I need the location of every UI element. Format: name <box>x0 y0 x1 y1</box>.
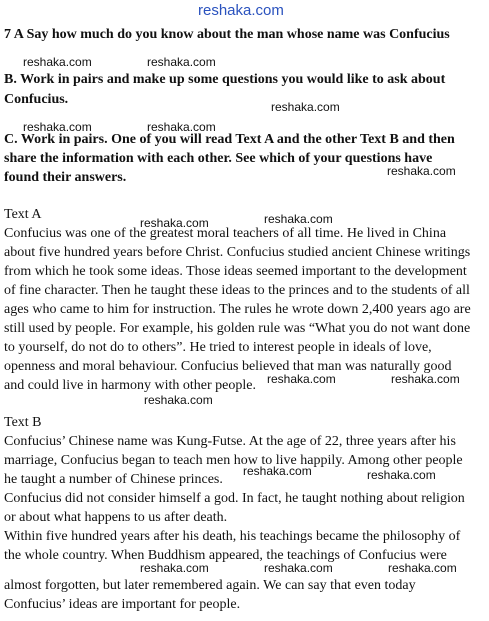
watermark: reshaka.com <box>140 216 209 230</box>
text-b-line-4: Confucius did not consider himself a god. In fact, he taught nothing about religion <box>4 491 465 506</box>
watermark: reshaka.com <box>387 164 456 178</box>
watermark: reshaka.com <box>23 120 92 134</box>
task-a-line: 7 A Say how much do you know about the man whose name was Confucius <box>4 27 450 42</box>
task-c-line-1: C. Work in pairs. One of you will read Text A and the other Text B and then <box>4 132 455 147</box>
task-c-line-3: found their answers. <box>4 170 127 185</box>
text-a-heading: Text A <box>4 207 42 222</box>
watermark: reshaka.com <box>267 372 336 386</box>
watermark: reshaka.com <box>147 120 216 134</box>
text-b-line-6: Within five hundred years after his death, his teachings became the philosophy of <box>4 529 461 544</box>
watermark: reshaka.com <box>264 561 333 575</box>
watermark: reshaka.com <box>243 464 312 478</box>
watermark: reshaka.com <box>140 561 209 575</box>
text-b-line-2: marriage, Confucius began to teach men how to live happily. Among other people <box>4 453 463 468</box>
text-a-line-2: about five hundred years before Christ. Confucius studied ancient Chinese writings <box>4 245 471 260</box>
text-a-line-3: from which he took some ideas. Those ideas seemed important to the development <box>4 264 467 279</box>
text-a-line-7: to yourself, do not do to others”. He tried to interest people in ideals of love, <box>4 340 432 355</box>
text-b-heading: Text B <box>4 415 42 430</box>
task-b-line-1: B. Work in pairs and make up some questions you would like to ask about <box>4 72 446 87</box>
text-b-line-9: Confucius’ ideas are important for people. <box>4 597 241 612</box>
text-a-line-8: openness and moral behaviour. Confucius believed that man was naturally good <box>4 359 452 374</box>
text-a-line-9: and could live in harmony with other people. <box>4 378 256 393</box>
text-a-line-5: ages who came to him for instruction. The rules he wrote down 2,400 years ago are <box>4 302 471 317</box>
text-b-line-7: the whole country. When Buddhism appeared, the teachings of Confucius were <box>4 548 447 563</box>
text-a-line-6: still used by people. For example, his golden rule was “What you do not want done <box>4 321 471 336</box>
watermark: reshaka.com <box>23 55 92 69</box>
text-a-line-1: Confucius was one of the greatest moral teachers of all time. He lived in China <box>4 226 447 241</box>
watermark: reshaka.com <box>264 212 333 226</box>
watermark: reshaka.com <box>271 100 340 114</box>
watermark: reshaka.com <box>388 561 457 575</box>
watermark: reshaka.com <box>367 468 436 482</box>
task-b-line-2: Confucius. <box>4 92 69 107</box>
text-b-line-8: almost forgotten, but later remembered again. We can say that even today <box>4 578 416 593</box>
text-b-line-3: he taught a number of Chinese princes. <box>4 472 223 487</box>
watermark: reshaka.com <box>144 393 213 407</box>
text-a-line-4: of fine character. Then he taught these ideas to the princes and to the students of all <box>4 283 470 298</box>
watermark: reshaka.com <box>147 55 216 69</box>
task-c-line-2: share the information with each other. See which of your questions have <box>4 151 433 166</box>
watermark: reshaka.com <box>391 372 460 386</box>
header-watermark: reshaka.com <box>198 2 284 19</box>
text-b-line-1: Confucius’ Chinese name was Kung-Futse. At the age of 22, three years after his <box>4 434 456 449</box>
text-b-line-5: or about what happens to us after death. <box>4 510 228 525</box>
